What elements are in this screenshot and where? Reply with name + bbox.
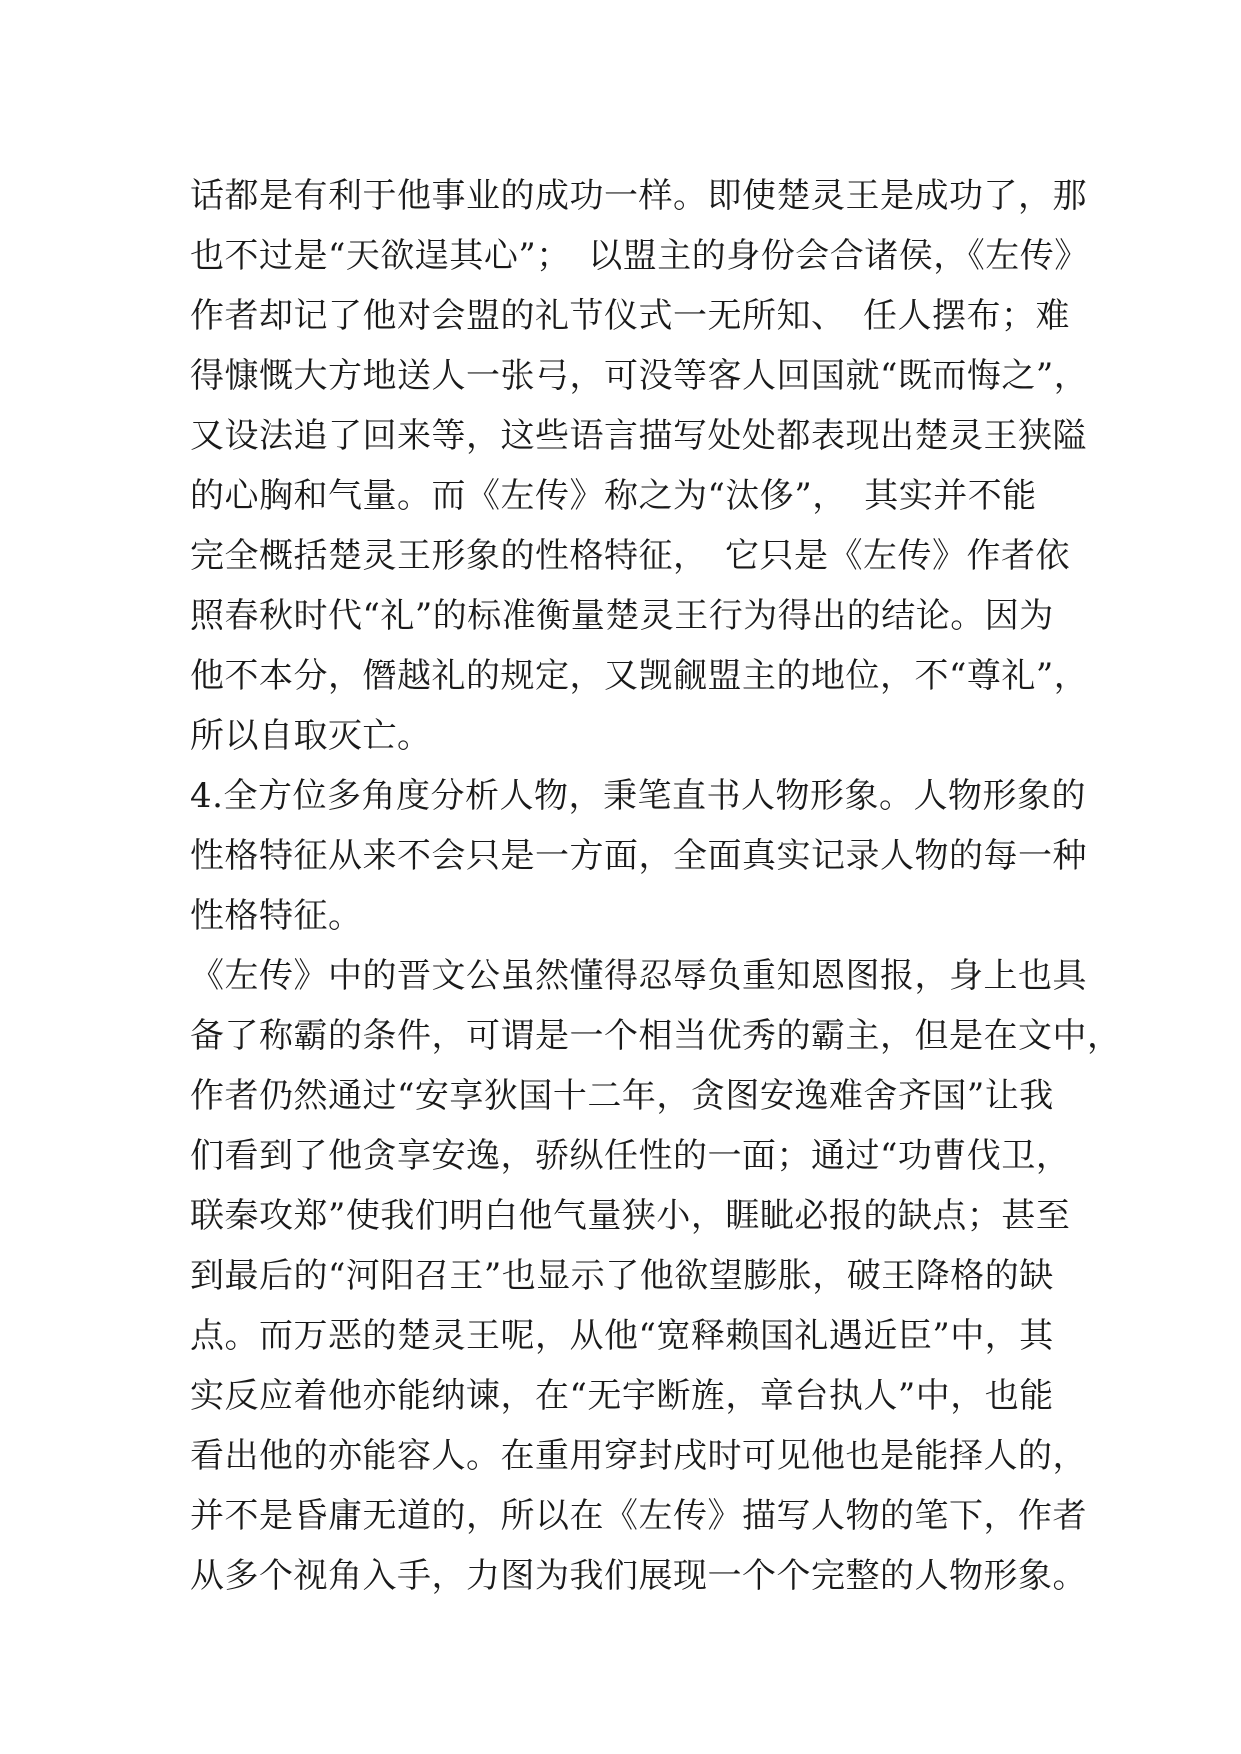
text-line: 照春秋时代“礼”的标准衡量楚灵王行为得出的结论。因为	[190, 596, 1054, 636]
text-line: 的心胸和气量。而《左传》称之为“汰侈”， 其实并不能	[190, 476, 1037, 516]
text-line: 性格特征。	[190, 896, 363, 936]
text-line: 们看到了他贪享安逸，骄纵任性的一面；通过“功曹伐卫，	[190, 1136, 1071, 1176]
text-line: 性格特征从来不会只是一方面，全面真实记录人物的每一种	[190, 836, 1087, 876]
text-line: 也不过是“天欲逞其心”； 以盟主的身份会合诸侯，《左传》	[190, 236, 1089, 276]
text-line: 实反应着他亦能纳谏，在“无宇断旌，章台执人”中，也能	[190, 1376, 1054, 1416]
text-line: 从多个视角入手，力图为我们展现一个个完整的人物形象。	[190, 1556, 1087, 1596]
text-line: 得慷慨大方地送人一张弓，可没等客人回国就“既而悔之”，	[190, 356, 1089, 396]
text-line: 并不是昏庸无道的，所以在《左传》描写人物的笔下，作者	[190, 1496, 1087, 1536]
text-line: 他不本分，僭越礼的规定，又觊觎盟主的地位，不“尊礼”，	[190, 656, 1089, 696]
body-text	[190, 166, 1122, 1606]
text-line: 完全概括楚灵王形象的性格特征， 它只是《左传》作者依	[190, 536, 1070, 576]
text-line: 备了称霸的条件，可谓是一个相当优秀的霸主，但是在文中，	[190, 1016, 1122, 1056]
section-heading-line: 4.全方位多角度分析人物，秉笔直书人物形象。人物形象的	[190, 776, 1086, 816]
text-line: 点。而万恶的楚灵王呢，从他“宽释赖国礼遇近臣”中，其	[190, 1316, 1054, 1356]
text-line: 作者仍然通过“安享狄国十二年，贪图安逸难舍齐国”让我	[190, 1076, 1054, 1116]
text-line: 看出他的亦能容人。在重用穿封戌时可见他也是能择人的，	[190, 1436, 1087, 1476]
text-line: 到最后的“河阳召王”也显示了他欲望膨胀，破王降格的缺	[190, 1256, 1054, 1296]
text-line: 所以自取灭亡。	[190, 716, 432, 756]
text-line: 话都是有利于他事业的成功一样。即使楚灵王是成功了，那	[190, 176, 1087, 216]
text-line: 《左传》中的晋文公虽然懂得忍辱负重知恩图报，身上也具	[190, 956, 1087, 996]
text-line: 联秦攻郑”使我们明白他气量狭小，睚眦必报的缺点；甚至	[190, 1196, 1071, 1236]
text-line: 又设法追了回来等，这些语言描写处处都表现出楚灵王狭隘	[190, 416, 1087, 456]
text-line: 作者却记了他对会盟的礼节仪式一无所知、 任人摆布；难	[190, 296, 1070, 336]
